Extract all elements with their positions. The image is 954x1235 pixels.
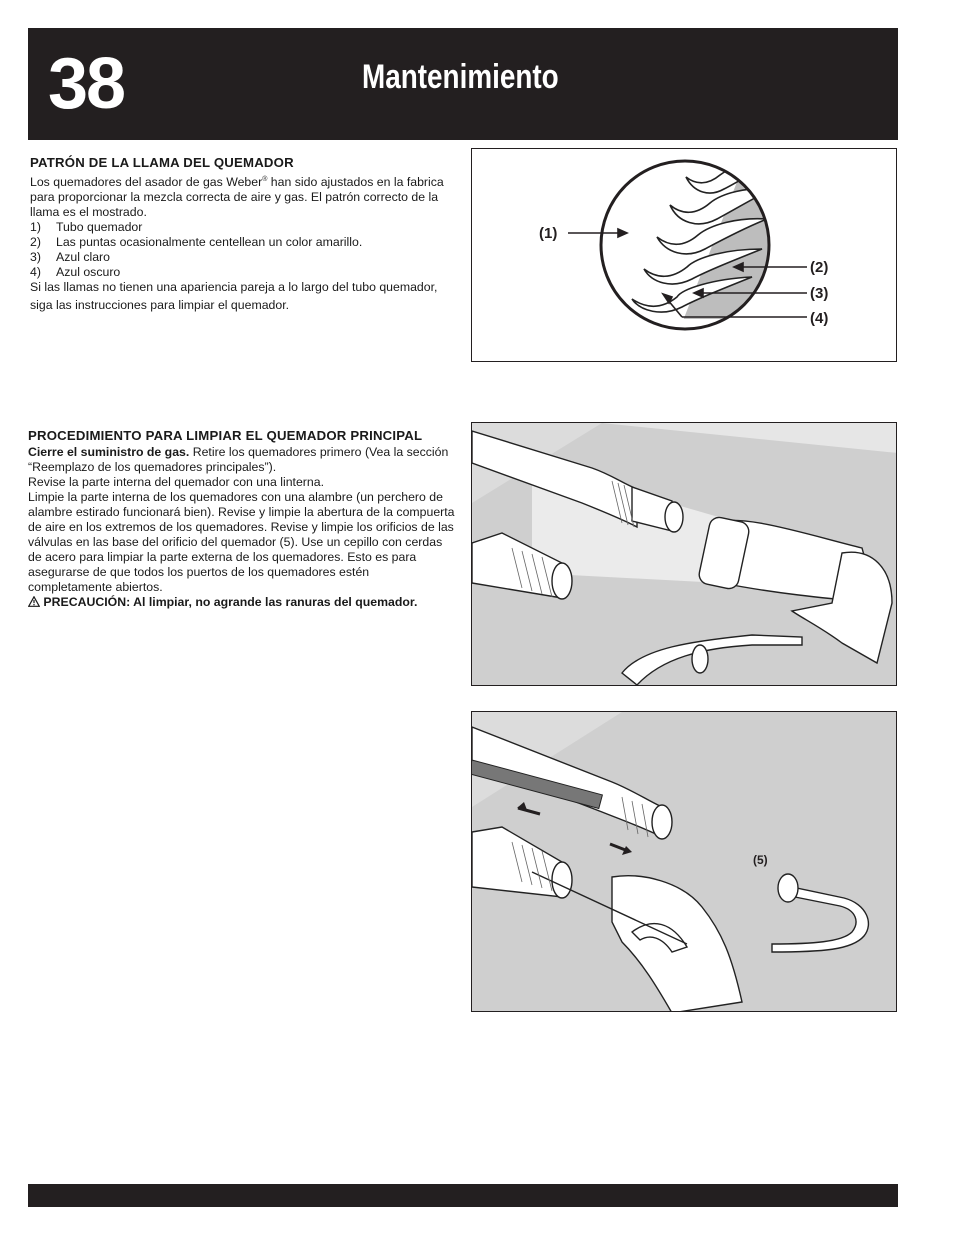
list-item bbox=[30, 265, 455, 280]
flame-pattern-illustration bbox=[472, 149, 897, 362]
step-inspect-flashlight: Revise la parte interna del quemador con una linterna. bbox=[28, 475, 324, 489]
warning-triangle-icon bbox=[28, 596, 40, 607]
list-item-label: Azul claro bbox=[56, 250, 110, 265]
page-number: 38 bbox=[48, 44, 125, 124]
cleaning-procedure-section bbox=[28, 428, 455, 610]
step-shut-off-gas bbox=[28, 445, 455, 475]
flame-parts-list bbox=[30, 220, 455, 280]
list-item-label: Tubo quemador bbox=[56, 220, 143, 235]
callout-2: (2) bbox=[810, 259, 829, 276]
flame-pattern-heading: PATRÓN DE LA LLAMA DEL QUEMADOR bbox=[30, 155, 294, 170]
flame-pattern-section bbox=[30, 155, 455, 313]
cleaning-procedure-heading: PROCEDIMIENTO PARA LIMPIAR EL QUEMADOR PRINCIPAL bbox=[28, 428, 423, 443]
list-item bbox=[30, 250, 455, 265]
list-item bbox=[30, 220, 455, 235]
flame-pattern-figure bbox=[471, 148, 897, 362]
list-item-number: 4) bbox=[30, 265, 41, 280]
flashlight-illustration bbox=[472, 423, 897, 686]
caution-text: PRECAUCIÓN: Al limpiar, no agrande las ranuras del quemador. bbox=[43, 595, 418, 609]
list-item-number: 1) bbox=[30, 220, 41, 235]
list-item-number: 3) bbox=[30, 250, 41, 265]
callout-1: (1) bbox=[539, 225, 558, 242]
list-item-label: Las puntas ocasionalmente centellean un color amarillo. bbox=[56, 235, 363, 250]
intro-text-a: Los quemadores del asador de gas Weber bbox=[30, 175, 263, 190]
list-item bbox=[30, 235, 455, 250]
caution-note bbox=[28, 595, 455, 610]
page-footer bbox=[28, 1184, 898, 1207]
flame-pattern-intro bbox=[30, 172, 455, 220]
callout-3: (3) bbox=[810, 285, 829, 302]
list-item-number: 2) bbox=[30, 235, 41, 250]
intro-text-b: han sido ajustados en la fabrica para proporcionar la mezcla correcta de aire y gas. El patrón correcto de la llama es el mostrado. bbox=[30, 175, 444, 220]
list-item-label: Azul oscuro bbox=[56, 265, 121, 280]
callout-5: (5) bbox=[753, 853, 768, 867]
registered-mark: ® bbox=[262, 176, 268, 183]
page-header bbox=[28, 28, 898, 140]
step-clean-burners: Limpie la parte interna de los quemadores con una alambre (un perchero de alambre estirado funcionará bien). Revise y limpie la abertura de la compuerta de aire en los extremos de los quemadores. Revise y limpie los orificios de las válvulas en las base del orificio del quemador (5). Use un cepillo con cerdas de acero para limpiar la parte externa de los quemadores. Esto es para asegurarse de que todos los puertos de los quemadores estén completamente abiertos. bbox=[28, 490, 455, 594]
wire-cleaning-figure bbox=[471, 711, 897, 1012]
callout-4: (4) bbox=[810, 310, 829, 327]
step-shut-off-gas-text: Retire los quemadores primero (Vea la sección “Reemplazo de los quemadores principales”). bbox=[28, 445, 449, 474]
wire-cleaning-illustration bbox=[472, 712, 897, 1012]
page-title: Mantenimiento bbox=[362, 58, 559, 96]
flame-pattern-outro-2: siga las instrucciones para limpiar el quemador. bbox=[30, 298, 290, 313]
step-shut-off-gas-bold: Cierre el suministro de gas. bbox=[28, 445, 190, 459]
flashlight-inspection-figure bbox=[471, 422, 897, 686]
flame-pattern-outro-1: Si las llamas no tienen una apariencia pareja a lo largo del tubo quemador, bbox=[30, 280, 438, 295]
